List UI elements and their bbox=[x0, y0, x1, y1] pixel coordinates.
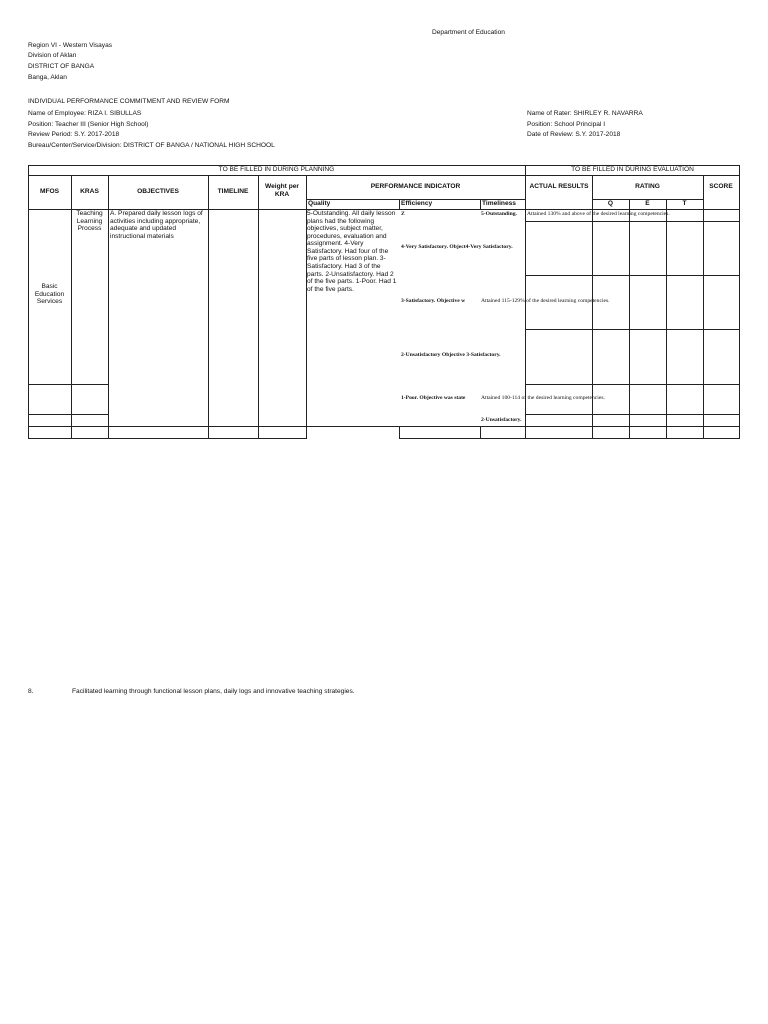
col-actual-results: ACTUAL RESULTS bbox=[529, 183, 589, 190]
region-line: Region VI - Western Visayas bbox=[28, 42, 113, 49]
employee-name: Name of Employee: RIZA I. SIBULLAS bbox=[28, 110, 142, 117]
col-score: SCORE bbox=[709, 183, 733, 190]
employee-position: Position: Teacher III (Senior High School) bbox=[28, 121, 149, 128]
district-line: DISTRICT OF BANGA bbox=[28, 63, 95, 70]
efficiency-2: 2-Unsatisfactory Objective 3-Satisfactory. bbox=[401, 352, 501, 358]
review-period: Review Period: S.Y. 2017-2018 bbox=[28, 131, 120, 138]
col-performance-indicator: PERFORMANCE INDICATOR bbox=[370, 183, 461, 190]
col-mfos: MFOS bbox=[39, 188, 60, 195]
sub-e: E bbox=[645, 200, 650, 207]
efficiency-1: 1-Poor. Objective was state bbox=[401, 395, 466, 401]
department-name: Department of Education bbox=[432, 29, 505, 36]
col-kras: KRAS bbox=[80, 188, 99, 195]
col-rating: RATING bbox=[635, 183, 660, 190]
rater-position: Position: School Principal I bbox=[527, 121, 606, 128]
bureau-line: Bureau/Center/Service/Division: DISTRICT OF BANGA / NATIONAL HIGH SCHOOL bbox=[28, 142, 275, 149]
col-timeline: TIMELINE bbox=[217, 188, 249, 195]
mfo-value: Basic Education Services bbox=[34, 283, 65, 306]
town-line: Banga, Aklan bbox=[28, 74, 67, 81]
timeliness-2: 2-Unsatisfactory. bbox=[481, 417, 522, 423]
efficiency-4: 4-Very Satisfactory. Object4-Very Satisfactory. bbox=[401, 244, 513, 250]
actual-result-100: Attained 100-114 of the desired learning competencies. bbox=[481, 395, 605, 401]
efficiency-z: Z bbox=[401, 211, 405, 217]
col-objectives: OBJECTIVES bbox=[137, 188, 179, 195]
actual-result-130: Attained 130% and above of the desired learning competencies. bbox=[527, 211, 670, 217]
sub-q: Q bbox=[607, 200, 614, 207]
kra-value: Teaching Learning Process bbox=[76, 210, 103, 233]
quality-value: 5-Outstanding. All daily lesson plans had the following objectives, subject matter, procedures, evaluation and assignment. 4-Very Satisfactory. Had four of the five parts of lesson plan. 3-Satisfactory. Had 3 of the parts. 2-Unsatisfactory. Had 2 of the five parts. 1-Poor. Had 1 of the five parts. bbox=[307, 210, 397, 293]
planning-header: TO BE FILLED IN DURING PLANNING bbox=[218, 166, 335, 173]
efficiency-3: 3-Satisfactory. Objective w bbox=[401, 298, 466, 304]
timeliness-5: 5-Outstanding. bbox=[481, 211, 517, 217]
division-line: Division of Aklan bbox=[28, 52, 77, 59]
sub-quality: Quality bbox=[308, 200, 331, 207]
review-date: Date of Review: S.Y. 2017-2018 bbox=[527, 131, 621, 138]
sub-timeliness: Timeliness bbox=[482, 200, 516, 207]
rater-name: Name of Rater: SHIRLEY R. NAVARRA bbox=[527, 110, 643, 117]
actual-result-115: Attained 115-129% of the desired learning competencies. bbox=[481, 298, 610, 304]
sub-efficiency: Efficiency bbox=[401, 200, 433, 207]
item-text: Facilitated learning through functional lesson plans, daily logs and innovative teaching strategies. bbox=[72, 688, 355, 695]
item-number: 8. bbox=[28, 688, 34, 695]
objective-value: A. Prepared daily lesson logs of activities including appropriate, adequate and updated instructional materials bbox=[110, 210, 203, 240]
sub-t: T bbox=[682, 200, 687, 207]
evaluation-header: TO BE FILLED IN DURING EVALUATION bbox=[571, 166, 694, 173]
form-title: INDIVIDUAL PERFORMANCE COMMITMENT AND REVIEW FORM bbox=[28, 98, 230, 105]
col-weight: Weight per KRA bbox=[265, 183, 299, 198]
